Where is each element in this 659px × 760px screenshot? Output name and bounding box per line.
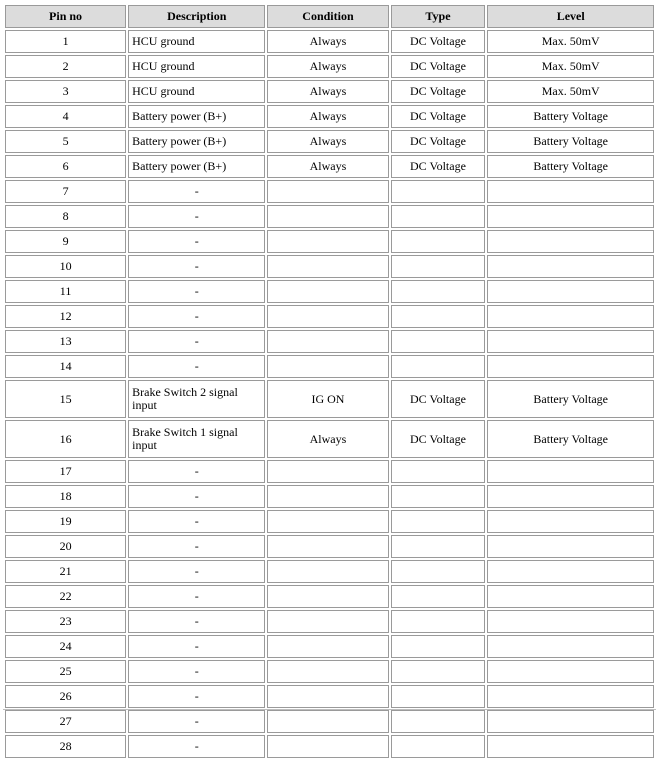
table-row xyxy=(5,305,654,328)
cell-condition xyxy=(267,535,388,558)
cell-description: - xyxy=(128,735,265,758)
table-row xyxy=(5,255,654,278)
table-row xyxy=(5,685,654,708)
cell-description: HCU ground xyxy=(128,55,265,78)
cell-pin-no: 19 xyxy=(5,510,126,533)
cell-pin-no: 13 xyxy=(5,330,126,353)
cell-pin-no: 15 xyxy=(5,380,126,418)
table-row xyxy=(5,180,654,203)
cell-pin-no: 16 xyxy=(5,420,126,458)
cell-description: - xyxy=(128,560,265,583)
cell-level xyxy=(487,735,654,758)
cell-type xyxy=(391,280,486,303)
cell-condition xyxy=(267,460,388,483)
table-row xyxy=(5,610,654,633)
table-row xyxy=(5,585,654,608)
cell-level xyxy=(487,535,654,558)
cell-type xyxy=(391,255,486,278)
pin-table xyxy=(3,3,656,760)
cell-level: Battery Voltage xyxy=(487,105,654,128)
table-row xyxy=(5,155,654,178)
cell-pin-no: 10 xyxy=(5,255,126,278)
cell-type xyxy=(391,510,486,533)
cell-pin-no: 25 xyxy=(5,660,126,683)
cell-description: - xyxy=(128,710,265,733)
table-row xyxy=(5,280,654,303)
table-row xyxy=(5,55,654,78)
cell-type xyxy=(391,660,486,683)
cell-type xyxy=(391,485,486,508)
table-row xyxy=(5,355,654,378)
cell-pin-no: 12 xyxy=(5,305,126,328)
cell-condition xyxy=(267,585,388,608)
table-bottom-edge xyxy=(3,709,656,710)
table-row xyxy=(5,105,654,128)
cell-description: - xyxy=(128,610,265,633)
pin-rows xyxy=(5,30,654,758)
cell-level xyxy=(487,685,654,708)
cell-type xyxy=(391,685,486,708)
cell-condition: Always xyxy=(267,80,388,103)
cell-pin-no: 11 xyxy=(5,280,126,303)
table-row xyxy=(5,660,654,683)
cell-pin-no: 27 xyxy=(5,710,126,733)
cell-description: - xyxy=(128,685,265,708)
cell-condition xyxy=(267,255,388,278)
cell-pin-no: 21 xyxy=(5,560,126,583)
cell-pin-no: 17 xyxy=(5,460,126,483)
table-row xyxy=(5,710,654,733)
cell-condition: Always xyxy=(267,130,388,153)
cell-description: HCU ground xyxy=(128,80,265,103)
cell-type xyxy=(391,230,486,253)
cell-condition xyxy=(267,685,388,708)
cell-condition xyxy=(267,560,388,583)
cell-type xyxy=(391,355,486,378)
cell-description: - xyxy=(128,510,265,533)
header-pin-no: Pin no xyxy=(5,5,126,28)
cell-condition xyxy=(267,230,388,253)
table-row xyxy=(5,560,654,583)
cell-condition xyxy=(267,305,388,328)
table-row xyxy=(5,380,654,418)
cell-condition xyxy=(267,735,388,758)
cell-description: HCU ground xyxy=(128,30,265,53)
cell-type: DC Voltage xyxy=(391,105,486,128)
cell-type xyxy=(391,735,486,758)
cell-type: DC Voltage xyxy=(391,30,486,53)
cell-condition xyxy=(267,510,388,533)
cell-type: DC Voltage xyxy=(391,55,486,78)
cell-condition xyxy=(267,355,388,378)
cell-condition: IG ON xyxy=(267,380,388,418)
cell-description: - xyxy=(128,485,265,508)
table-row xyxy=(5,535,654,558)
table-row xyxy=(5,130,654,153)
cell-description: - xyxy=(128,305,265,328)
cell-pin-no: 1 xyxy=(5,30,126,53)
cell-pin-no: 18 xyxy=(5,485,126,508)
cell-type xyxy=(391,585,486,608)
table-row xyxy=(5,330,654,353)
cell-type: DC Voltage xyxy=(391,155,486,178)
table-row xyxy=(5,230,654,253)
cell-condition xyxy=(267,610,388,633)
cell-condition xyxy=(267,280,388,303)
cell-type xyxy=(391,305,486,328)
header-condition: Condition xyxy=(267,5,388,28)
cell-pin-no: 6 xyxy=(5,155,126,178)
cell-pin-no: 8 xyxy=(5,205,126,228)
cell-description: - xyxy=(128,660,265,683)
cell-pin-no: 3 xyxy=(5,80,126,103)
cell-pin-no: 20 xyxy=(5,535,126,558)
table-row xyxy=(5,510,654,533)
cell-description: - xyxy=(128,205,265,228)
cell-type xyxy=(391,560,486,583)
cell-description: Brake Switch 1 signal input xyxy=(128,420,265,458)
table-row xyxy=(5,80,654,103)
cell-level xyxy=(487,460,654,483)
cell-level xyxy=(487,485,654,508)
cell-condition xyxy=(267,205,388,228)
cell-type xyxy=(391,330,486,353)
cell-condition xyxy=(267,660,388,683)
cell-description: - xyxy=(128,255,265,278)
cell-type xyxy=(391,635,486,658)
header-row xyxy=(5,5,654,28)
cell-description: Brake Switch 2 signal input xyxy=(128,380,265,418)
header-description: Description xyxy=(128,5,265,28)
cell-type xyxy=(391,205,486,228)
cell-condition: Always xyxy=(267,30,388,53)
cell-level xyxy=(487,230,654,253)
cell-level xyxy=(487,180,654,203)
cell-level: Battery Voltage xyxy=(487,380,654,418)
cell-level: Max. 50mV xyxy=(487,55,654,78)
cell-level xyxy=(487,280,654,303)
cell-description: Battery power (B+) xyxy=(128,155,265,178)
cell-type: DC Voltage xyxy=(391,420,486,458)
cell-level: Battery Voltage xyxy=(487,155,654,178)
cell-condition: Always xyxy=(267,55,388,78)
cell-type xyxy=(391,180,486,203)
cell-type: DC Voltage xyxy=(391,80,486,103)
cell-type xyxy=(391,535,486,558)
cell-condition xyxy=(267,635,388,658)
cell-condition: Always xyxy=(267,420,388,458)
cell-pin-no: 23 xyxy=(5,610,126,633)
cell-condition xyxy=(267,485,388,508)
cell-pin-no: 28 xyxy=(5,735,126,758)
cell-level xyxy=(487,560,654,583)
cell-level: Battery Voltage xyxy=(487,130,654,153)
cell-level: Max. 50mV xyxy=(487,80,654,103)
cell-pin-no: 5 xyxy=(5,130,126,153)
cell-level xyxy=(487,330,654,353)
cell-description: - xyxy=(128,230,265,253)
cell-level: Battery Voltage xyxy=(487,420,654,458)
cell-description: - xyxy=(128,355,265,378)
cell-level xyxy=(487,305,654,328)
cell-pin-no: 7 xyxy=(5,180,126,203)
cell-condition: Always xyxy=(267,155,388,178)
cell-level xyxy=(487,660,654,683)
table-row xyxy=(5,30,654,53)
cell-pin-no: 4 xyxy=(5,105,126,128)
cell-pin-no: 22 xyxy=(5,585,126,608)
cell-description: - xyxy=(128,280,265,303)
header-level: Level xyxy=(487,5,654,28)
cell-level xyxy=(487,510,654,533)
cell-pin-no: 2 xyxy=(5,55,126,78)
table-row xyxy=(5,485,654,508)
cell-condition: Always xyxy=(267,105,388,128)
cell-pin-no: 24 xyxy=(5,635,126,658)
cell-pin-no: 9 xyxy=(5,230,126,253)
cell-description: Battery power (B+) xyxy=(128,105,265,128)
cell-description: - xyxy=(128,180,265,203)
cell-description: - xyxy=(128,460,265,483)
cell-type xyxy=(391,460,486,483)
cell-type xyxy=(391,710,486,733)
cell-type: DC Voltage xyxy=(391,380,486,418)
cell-level xyxy=(487,635,654,658)
cell-description: Battery power (B+) xyxy=(128,130,265,153)
cell-type: DC Voltage xyxy=(391,130,486,153)
cell-level xyxy=(487,610,654,633)
cell-condition xyxy=(267,180,388,203)
cell-pin-no: 26 xyxy=(5,685,126,708)
cell-description: - xyxy=(128,535,265,558)
cell-level xyxy=(487,205,654,228)
cell-description: - xyxy=(128,635,265,658)
cell-condition xyxy=(267,330,388,353)
cell-level xyxy=(487,585,654,608)
cell-level xyxy=(487,710,654,733)
cell-pin-no: 14 xyxy=(5,355,126,378)
cell-description: - xyxy=(128,585,265,608)
table-row xyxy=(5,420,654,458)
cell-description: - xyxy=(128,330,265,353)
table-row xyxy=(5,635,654,658)
cell-level xyxy=(487,355,654,378)
cell-level xyxy=(487,255,654,278)
cell-level: Max. 50mV xyxy=(487,30,654,53)
cell-condition xyxy=(267,710,388,733)
cell-type xyxy=(391,610,486,633)
table-row xyxy=(5,735,654,758)
table-row xyxy=(5,460,654,483)
table-row xyxy=(5,205,654,228)
header-type: Type xyxy=(391,5,486,28)
